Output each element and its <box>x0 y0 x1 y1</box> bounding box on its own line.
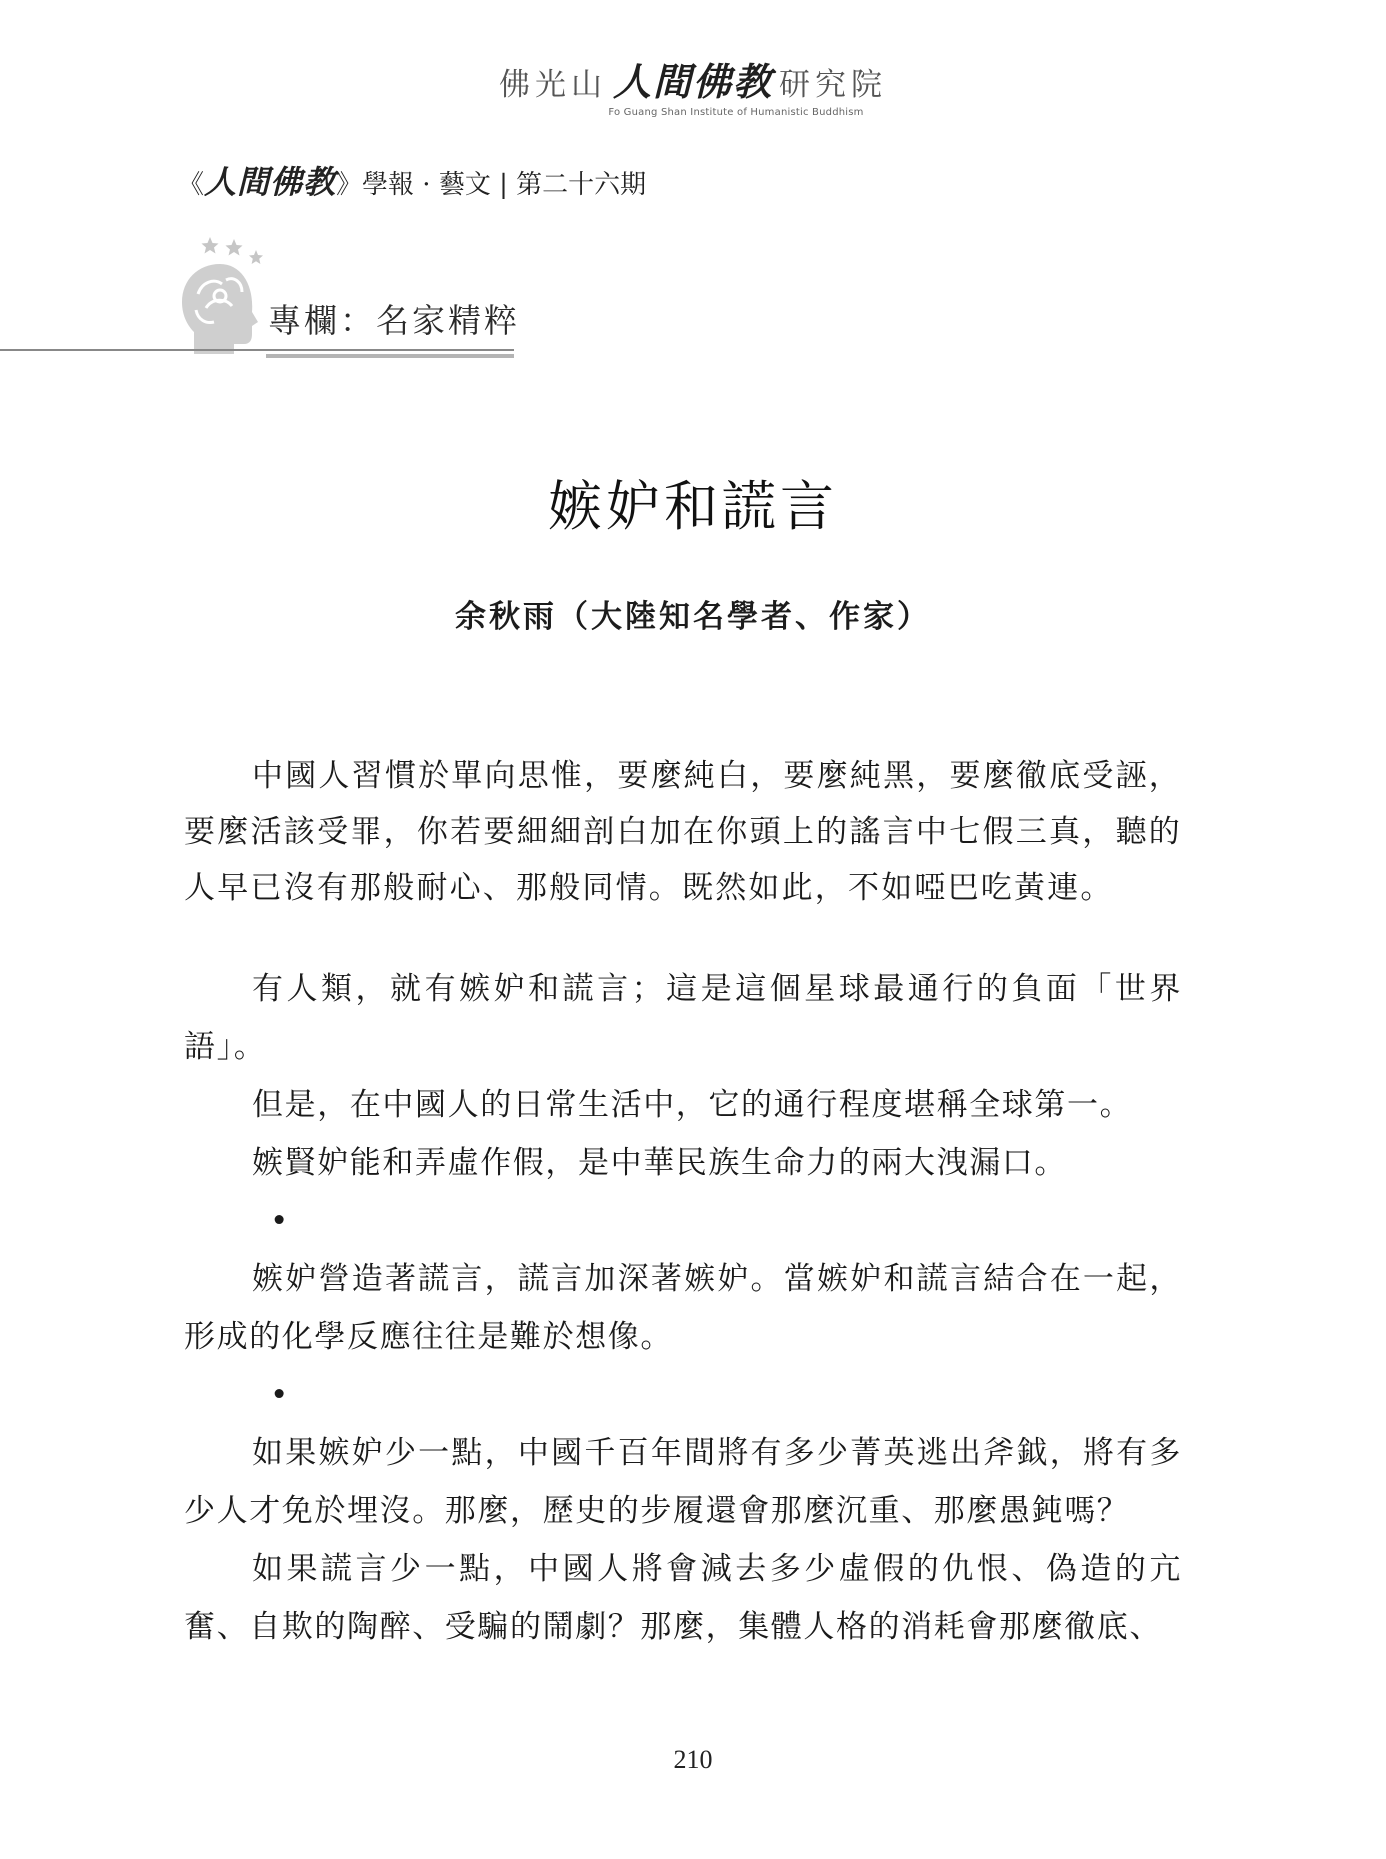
intro-paragraph: 中國人習慣於單向思惟，要麼純白，要麼純黑，要麼徹底受誣，要麼活該受罪，你若要細細剖白加在你頭上的謠言中七假三真，聽的人早已沒有那般耐心、那般同情。既然如此，不如啞巴吃黃連。 <box>184 758 1182 906</box>
body-paragraph: 但是，在中國人的日常生活中，它的通行程度堪稱全球第一。 <box>252 1087 1133 1123</box>
journal-issue: 》學報 · 藝文 | 第二十六期 <box>336 170 647 200</box>
institute-english-name: Fo Guang Shan Institute of Humanistic Buddhism <box>608 107 864 118</box>
body-paragraph: 有人類，就有嫉妒和謊言；這是這個星球最通行的負面「世界語」。 <box>184 971 1182 1065</box>
journal-open-bracket: 《 <box>178 170 205 200</box>
head-with-stars-icon <box>176 234 266 356</box>
article-author: 余秋雨（大陸知名學者、作家） <box>455 599 931 635</box>
body-paragraph: 如果謊言少一點，中國人將會減去多少虛假的仇恨、偽造的亢奮、自欺的陶醉、受騙的鬧劇？那麼，集體人格的消耗會那麼徹底、 <box>184 1551 1182 1645</box>
body-paragraph: 如果嫉妒少一點，中國千百年間將有多少菁英逃出斧鉞，將有多少人才免於埋沒。那麼，歷史的步履還會那麼沉重、那麼愚鈍嗎？ <box>184 1435 1182 1529</box>
column-divider <box>0 349 514 351</box>
column-label: 專欄：名家精粹 <box>268 301 520 340</box>
institute-suffix: 研究院 <box>779 67 887 103</box>
institute-brand: 人間佛教 <box>612 59 773 104</box>
body-paragraph: 嫉妒營造著謊言，謊言加深著嫉妒。當嫉妒和謊言結合在一起，形成的化學反應往往是難於想像。 <box>184 1261 1182 1355</box>
page-number: 210 <box>673 1745 713 1774</box>
body-paragraph: 嫉賢妒能和弄虛作假，是中華民族生命力的兩大洩漏口。 <box>252 1145 1067 1181</box>
institute-prefix: 佛光山 <box>498 67 607 103</box>
column-divider-accent <box>266 354 514 358</box>
article-body <box>184 748 1182 1656</box>
journal-running-head <box>178 162 646 205</box>
section-spacer <box>184 916 1182 960</box>
section-bullet: • <box>270 1203 289 1239</box>
section-bullet: • <box>270 1377 289 1413</box>
institute-header <box>0 59 1386 118</box>
institute-name <box>0 59 1386 105</box>
article-title: 嫉妒和謊言 <box>548 475 838 538</box>
journal-brand: 人間佛教 <box>204 163 337 201</box>
